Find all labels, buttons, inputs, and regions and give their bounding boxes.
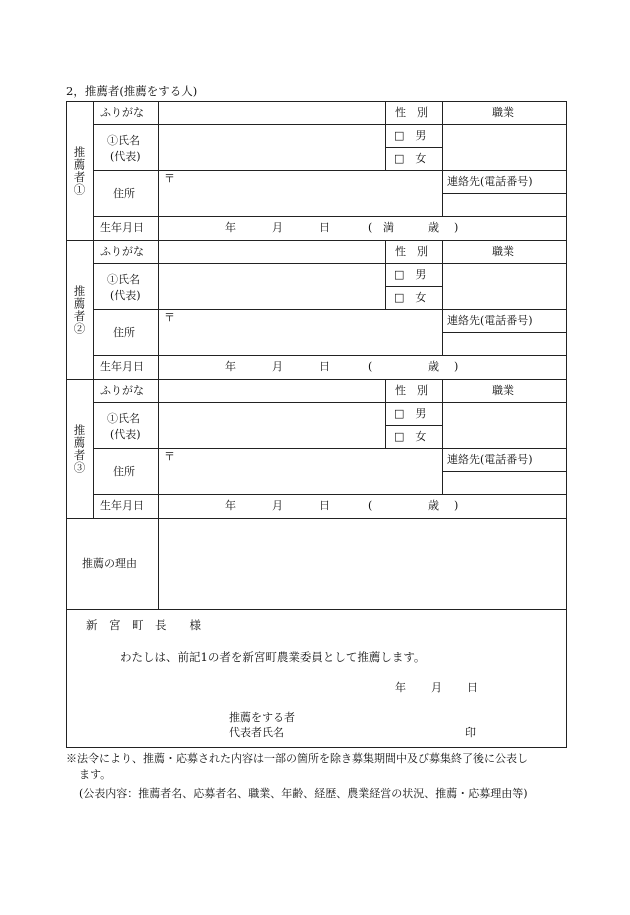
occupation-input[interactable]: [446, 128, 566, 168]
block-separator: [66, 609, 567, 610]
date-month: 月: [431, 681, 442, 694]
recommender-3-side-label: 推薦者③: [72, 424, 87, 474]
row-line: [385, 147, 442, 148]
col-line: [442, 101, 443, 216]
birth-year: 年: [225, 360, 236, 373]
furigana-label: ふりがな: [100, 106, 144, 119]
name-input[interactable]: [162, 128, 384, 168]
occupation-label: 職業: [492, 106, 514, 119]
age-label: 歳: [428, 360, 439, 373]
table-top-border: [66, 101, 567, 102]
row-line: [93, 170, 566, 171]
name-label: ①氏名: [107, 134, 140, 147]
address-label: 住所: [113, 465, 135, 478]
birth-year: 年: [225, 499, 236, 512]
address-label: 住所: [113, 326, 135, 339]
block-separator: [66, 518, 567, 519]
age-open-paren: (: [368, 221, 373, 234]
gender-label: 性 別: [395, 384, 428, 397]
contact-label: 連絡先(電話番号): [447, 453, 533, 466]
age-close-paren: ): [454, 499, 459, 512]
name-input[interactable]: [162, 406, 384, 446]
date-day: 日: [467, 681, 478, 694]
occupation-label: 職業: [492, 245, 514, 258]
address-input[interactable]: [176, 312, 442, 354]
occupation-input[interactable]: [446, 267, 566, 307]
row-line: [93, 355, 566, 356]
gender-male-checkbox[interactable]: □ 男: [394, 129, 427, 142]
row-line: [93, 216, 566, 217]
row-line: [93, 402, 566, 403]
name-input[interactable]: [162, 267, 384, 307]
statement: わたしは、前記1の者を新宮町農業委員として推薦します。: [120, 650, 426, 664]
occupation-input[interactable]: [446, 406, 566, 446]
age-close-paren: ): [454, 360, 459, 373]
postal-mark: 〒: [164, 172, 175, 185]
note-line-1: ※法令により、推薦・応募された内容は一部の箇所を除き募集期間中及び募集終了後に公表し: [66, 752, 528, 765]
table-right-border: [566, 101, 567, 748]
recommender-2-side-label: 推薦者②: [72, 285, 87, 335]
contact-input[interactable]: [446, 474, 566, 493]
birth-day: 日: [319, 499, 330, 512]
postal-mark: 〒: [164, 450, 175, 463]
addressee: 新 宮 町 長 様: [86, 618, 201, 632]
contact-label: 連絡先(電話番号): [447, 175, 533, 188]
date-year: 年: [395, 681, 406, 694]
birth-year: 年: [225, 221, 236, 234]
row-line: [442, 193, 566, 194]
occupation-label: 職業: [492, 384, 514, 397]
gender-female-checkbox[interactable]: □ 女: [394, 152, 427, 165]
name-label-rep: (代表): [110, 428, 141, 441]
col-line: [442, 379, 443, 494]
gender-female-checkbox[interactable]: □ 女: [394, 291, 427, 304]
row-line: [93, 494, 566, 495]
gender-label: 性 別: [395, 245, 428, 258]
row-line: [385, 286, 442, 287]
furigana-input[interactable]: [162, 382, 384, 401]
furigana-label: ふりがな: [100, 384, 144, 397]
contact-label: 連絡先(電話番号): [447, 314, 533, 327]
reason-input[interactable]: [162, 522, 566, 608]
name-label-rep: (代表): [110, 150, 141, 163]
address-input[interactable]: [176, 173, 442, 215]
gender-female-checkbox[interactable]: □ 女: [394, 430, 427, 443]
furigana-input[interactable]: [162, 104, 384, 123]
age-label: 歳: [428, 499, 439, 512]
col-line: [385, 101, 386, 170]
col-line: [385, 240, 386, 309]
representative-name-input[interactable]: [296, 724, 460, 743]
furigana-label: ふりがな: [100, 245, 144, 258]
col-line: [442, 240, 443, 355]
birth-day: 日: [319, 360, 330, 373]
name-label-rep: (代表): [110, 289, 141, 302]
row-line: [93, 124, 566, 125]
age-close-paren: ): [454, 221, 459, 234]
note-line-3: (公表内容：推薦者名、応募者名、職業、年齢、経歴、農業経営の状況、推薦・応募理由等): [79, 787, 528, 800]
name-label: ①氏名: [107, 412, 140, 425]
birth-month: 月: [272, 221, 283, 234]
col-line: [385, 379, 386, 448]
birth-month: 月: [272, 360, 283, 373]
address-input[interactable]: [176, 451, 442, 493]
birth-month: 月: [272, 499, 283, 512]
address-label: 住所: [113, 187, 135, 200]
birth-day: 日: [319, 221, 330, 234]
signer-label: 推薦をする者: [229, 711, 295, 724]
note-line-2: ます。: [79, 768, 112, 781]
age-label: 歳: [428, 221, 439, 234]
block-separator: [66, 240, 567, 241]
postal-mark: 〒: [164, 311, 175, 324]
birth-label: 生年月日: [100, 221, 144, 234]
row-line: [93, 309, 566, 310]
birth-label: 生年月日: [100, 360, 144, 373]
row-line: [442, 471, 566, 472]
age-open-paren: (: [368, 499, 373, 512]
section-title: 2，推薦者(推薦をする人): [66, 84, 198, 98]
row-line: [385, 425, 442, 426]
gender-male-checkbox[interactable]: □ 男: [394, 268, 427, 281]
gender-male-checkbox[interactable]: □ 男: [394, 407, 427, 420]
row-line: [93, 263, 566, 264]
age-man: 満: [383, 221, 394, 234]
recommender-1-side-label: 推薦者①: [72, 146, 87, 196]
age-open-paren: (: [368, 360, 373, 373]
table-bottom-border: [66, 747, 567, 748]
block-separator: [66, 379, 567, 380]
row-line: [442, 332, 566, 333]
gender-label: 性 別: [395, 106, 428, 119]
contact-input[interactable]: [446, 196, 566, 215]
name-label: ①氏名: [107, 273, 140, 286]
contact-input[interactable]: [446, 335, 566, 354]
seal-mark: 印: [465, 726, 476, 739]
row-line: [93, 448, 566, 449]
table-left-border: [66, 101, 67, 748]
representative-name-label: 代表者氏名: [229, 726, 284, 739]
reason-column-line: [158, 518, 159, 609]
reason-label: 推薦の理由: [82, 557, 137, 570]
birth-label: 生年月日: [100, 499, 144, 512]
furigana-input[interactable]: [162, 243, 384, 262]
